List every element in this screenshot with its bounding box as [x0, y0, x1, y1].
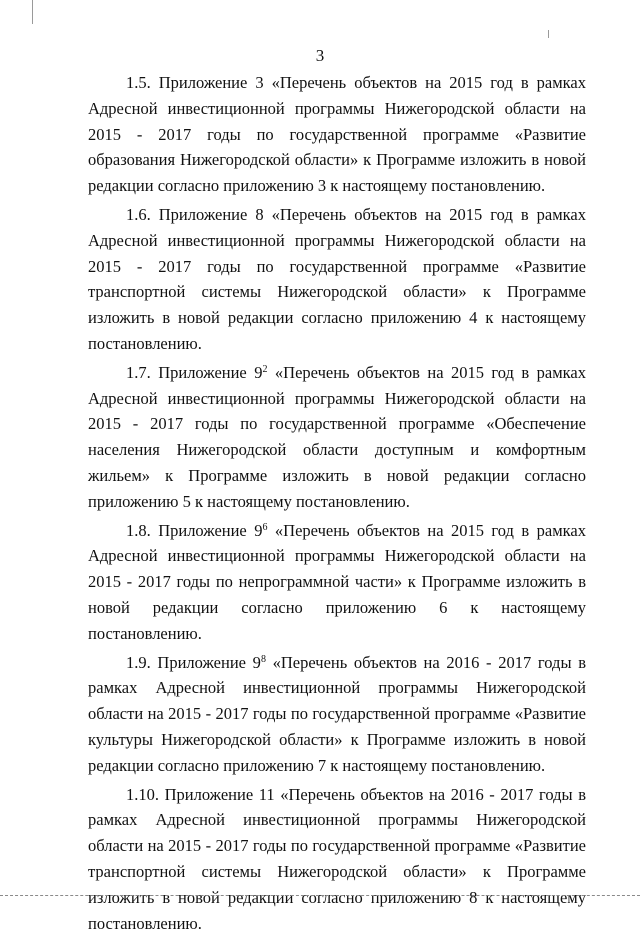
scan-artifact-top-left	[32, 0, 33, 24]
document-body	[88, 70, 586, 939]
paragraph-1-10: 1.10. Приложение 11 «Перечень объектов на 2016 - 2017 годы в рамках Адресной инвестиционной программы Нижегородской области на 2015 - 2017 годы по государственной программе «Развитие транспортной системы Нижегородской области» к Программе изложить в новой редакции согласно приложению 8 к настоящему постановлению.	[88, 784, 586, 933]
paragraph-1-8: 1.8. Приложение $9^6$ «Перечень объектов на 2015 год в рамках Адресной инвестиционной программы Нижегородской области на 2015 - 2017 годы по непрограммной части» к Программе изложить в новой редакции согласно приложению 6 к настоящему постановлению.	[88, 520, 586, 643]
scan-bottom-edge	[0, 895, 640, 896]
page-number: 3	[315, 46, 325, 65]
paragraph-1-5: 1.5. Приложение 3 «Перечень объектов на 2015 год в рамках Адресной инвестиционной программы Нижегородской области на 2015 - 2017 годы по государственной программе «Развитие образования Нижегородской области» к Программе изложить в новой редакции согласно приложению 3 к настоящему постановлению.	[88, 73, 586, 196]
scan-artifact-top-right	[548, 30, 549, 38]
paragraph-1-6: 1.6. Приложение 8 «Перечень объектов на 2015 год в рамках Адресной инвестиционной программы Нижегородской области на 2015 - 2017 годы по государственной программе «Развитие транспортной системы Нижегородской области» к Программе изложить в новой редакции согласно приложению 4 к настоящему постановлению.	[88, 204, 586, 353]
superscript: 8	[260, 653, 266, 665]
superscript: 6	[262, 521, 268, 533]
paragraph-1-9: 1.9. Приложение $9^8$ «Перечень объектов на 2016 - 2017 годы в рамках Адресной инвестиционной программы Нижегородской области на 2015 - 2017 годы по государственной программе «Развитие культуры Нижегородской области» к Программе изложить в новой редакции согласно приложению 7 к настоящему постановлению.	[88, 652, 587, 775]
superscript: 2	[262, 363, 268, 375]
paragraph-1-7: 1.7. Приложение $9^2$ «Перечень объектов на 2015 год в рамках Адресной инвестиционной программы Нижегородской области на 2015 - 2017 годы по государственной программе «Обеспечение населения Нижегородской области доступным и комфортным жильем» к Программе изложить в новой редакции согласно приложению 5 к настоящему постановлению.	[88, 362, 586, 511]
